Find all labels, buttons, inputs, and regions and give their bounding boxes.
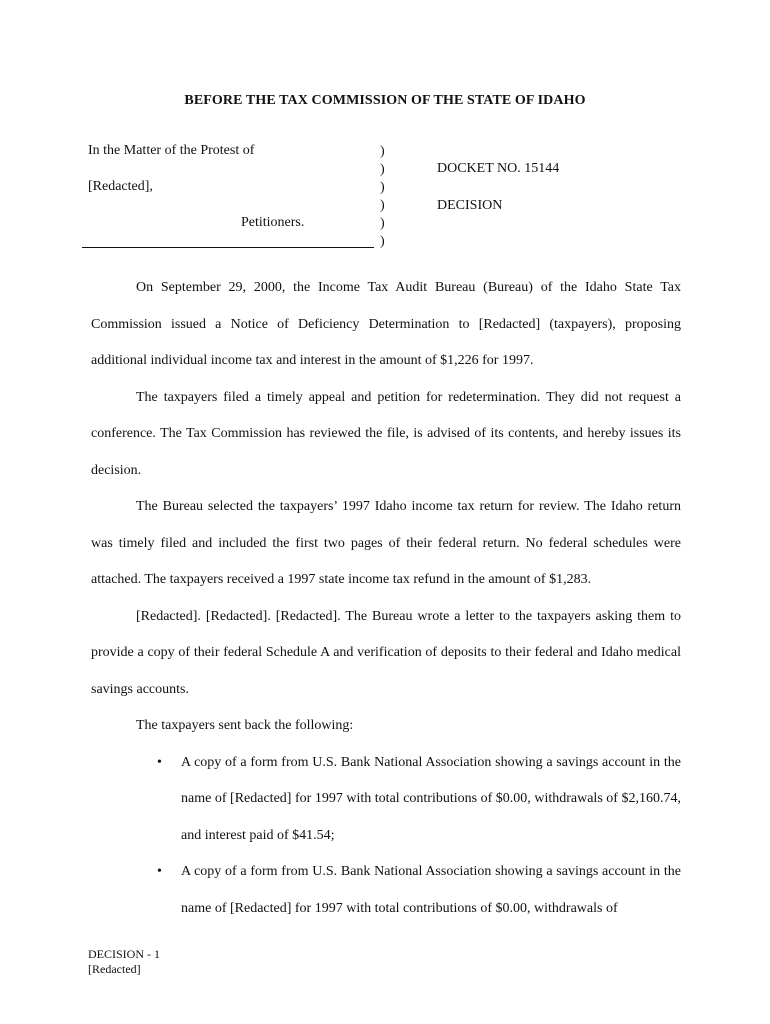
bullet-icon: • bbox=[157, 864, 162, 879]
bullet-icon: • bbox=[157, 754, 162, 770]
caption-divider bbox=[82, 247, 374, 248]
caption-paren: ) bbox=[380, 180, 385, 195]
caption-paren: ) bbox=[380, 144, 385, 159]
body-paragraph: The taxpayers filed a timely appeal and petition for redetermination. They did not request a conference. The Tax Commission has reviewed the file, is advised of its contents, and hereby issues its decision. bbox=[91, 389, 681, 478]
caption-matter: In the Matter of the Protest of bbox=[88, 143, 255, 158]
caption-party: [Redacted], bbox=[88, 179, 153, 194]
caption-paren: ) bbox=[380, 198, 385, 213]
bullet-list bbox=[91, 745, 681, 928]
document-title: BEFORE THE TAX COMMISSION OF THE STATE OF IDAHO bbox=[184, 93, 586, 108]
list-item-text: A copy of a form from U.S. Bank National Association showing a savings account in the name of [Redacted] for 1997 with total contributions of $0.00, withdrawals of bbox=[181, 864, 681, 916]
list-item bbox=[91, 745, 681, 855]
footer-page-label: DECISION - 1 bbox=[88, 947, 160, 961]
docket-number: DOCKET NO. 15144 bbox=[437, 161, 560, 176]
caption-paren: ) bbox=[380, 162, 385, 177]
decision-label: DECISION bbox=[437, 198, 503, 213]
body-paragraph: [Redacted]. [Redacted]. [Redacted]. The Bureau wrote a letter to the taxpayers asking them to provide a copy of their federal Schedule A and verification of deposits to their federal and Idaho medical savings accounts. bbox=[91, 608, 681, 697]
list-item bbox=[91, 854, 681, 927]
body-paragraph: The taxpayers sent back the following: bbox=[136, 718, 354, 733]
caption-parentheses bbox=[380, 143, 385, 251]
list-item-text: A copy of a form from U.S. Bank National Association showing a savings account in the name of [Redacted] for 1997 with total contributions of $0.00, withdrawals of $2,160.74, and interest paid of $41.54; bbox=[181, 754, 681, 843]
decision-body bbox=[91, 270, 681, 927]
body-paragraph: On September 29, 2000, the Income Tax Audit Bureau (Bureau) of the Idaho State Tax Commission issued a Notice of Deficiency Determination to [Redacted] (taxpayers), proposing additional individual income tax and interest in the amount of $1,226 for 1997. bbox=[91, 280, 681, 368]
page-footer bbox=[88, 947, 160, 977]
caption-paren: ) bbox=[380, 216, 385, 231]
caption-paren: ) bbox=[380, 234, 385, 249]
body-paragraph: The Bureau selected the taxpayers’ 1997 Idaho income tax return for review. The Idaho return was timely filed and included the first two pages of their federal return. No federal schedules were attached. The taxpayers received a 1997 state income tax refund in the amount of $1,283. bbox=[91, 499, 681, 587]
footer-name: [Redacted] bbox=[88, 962, 141, 976]
caption-role: Petitioners. bbox=[241, 215, 305, 230]
